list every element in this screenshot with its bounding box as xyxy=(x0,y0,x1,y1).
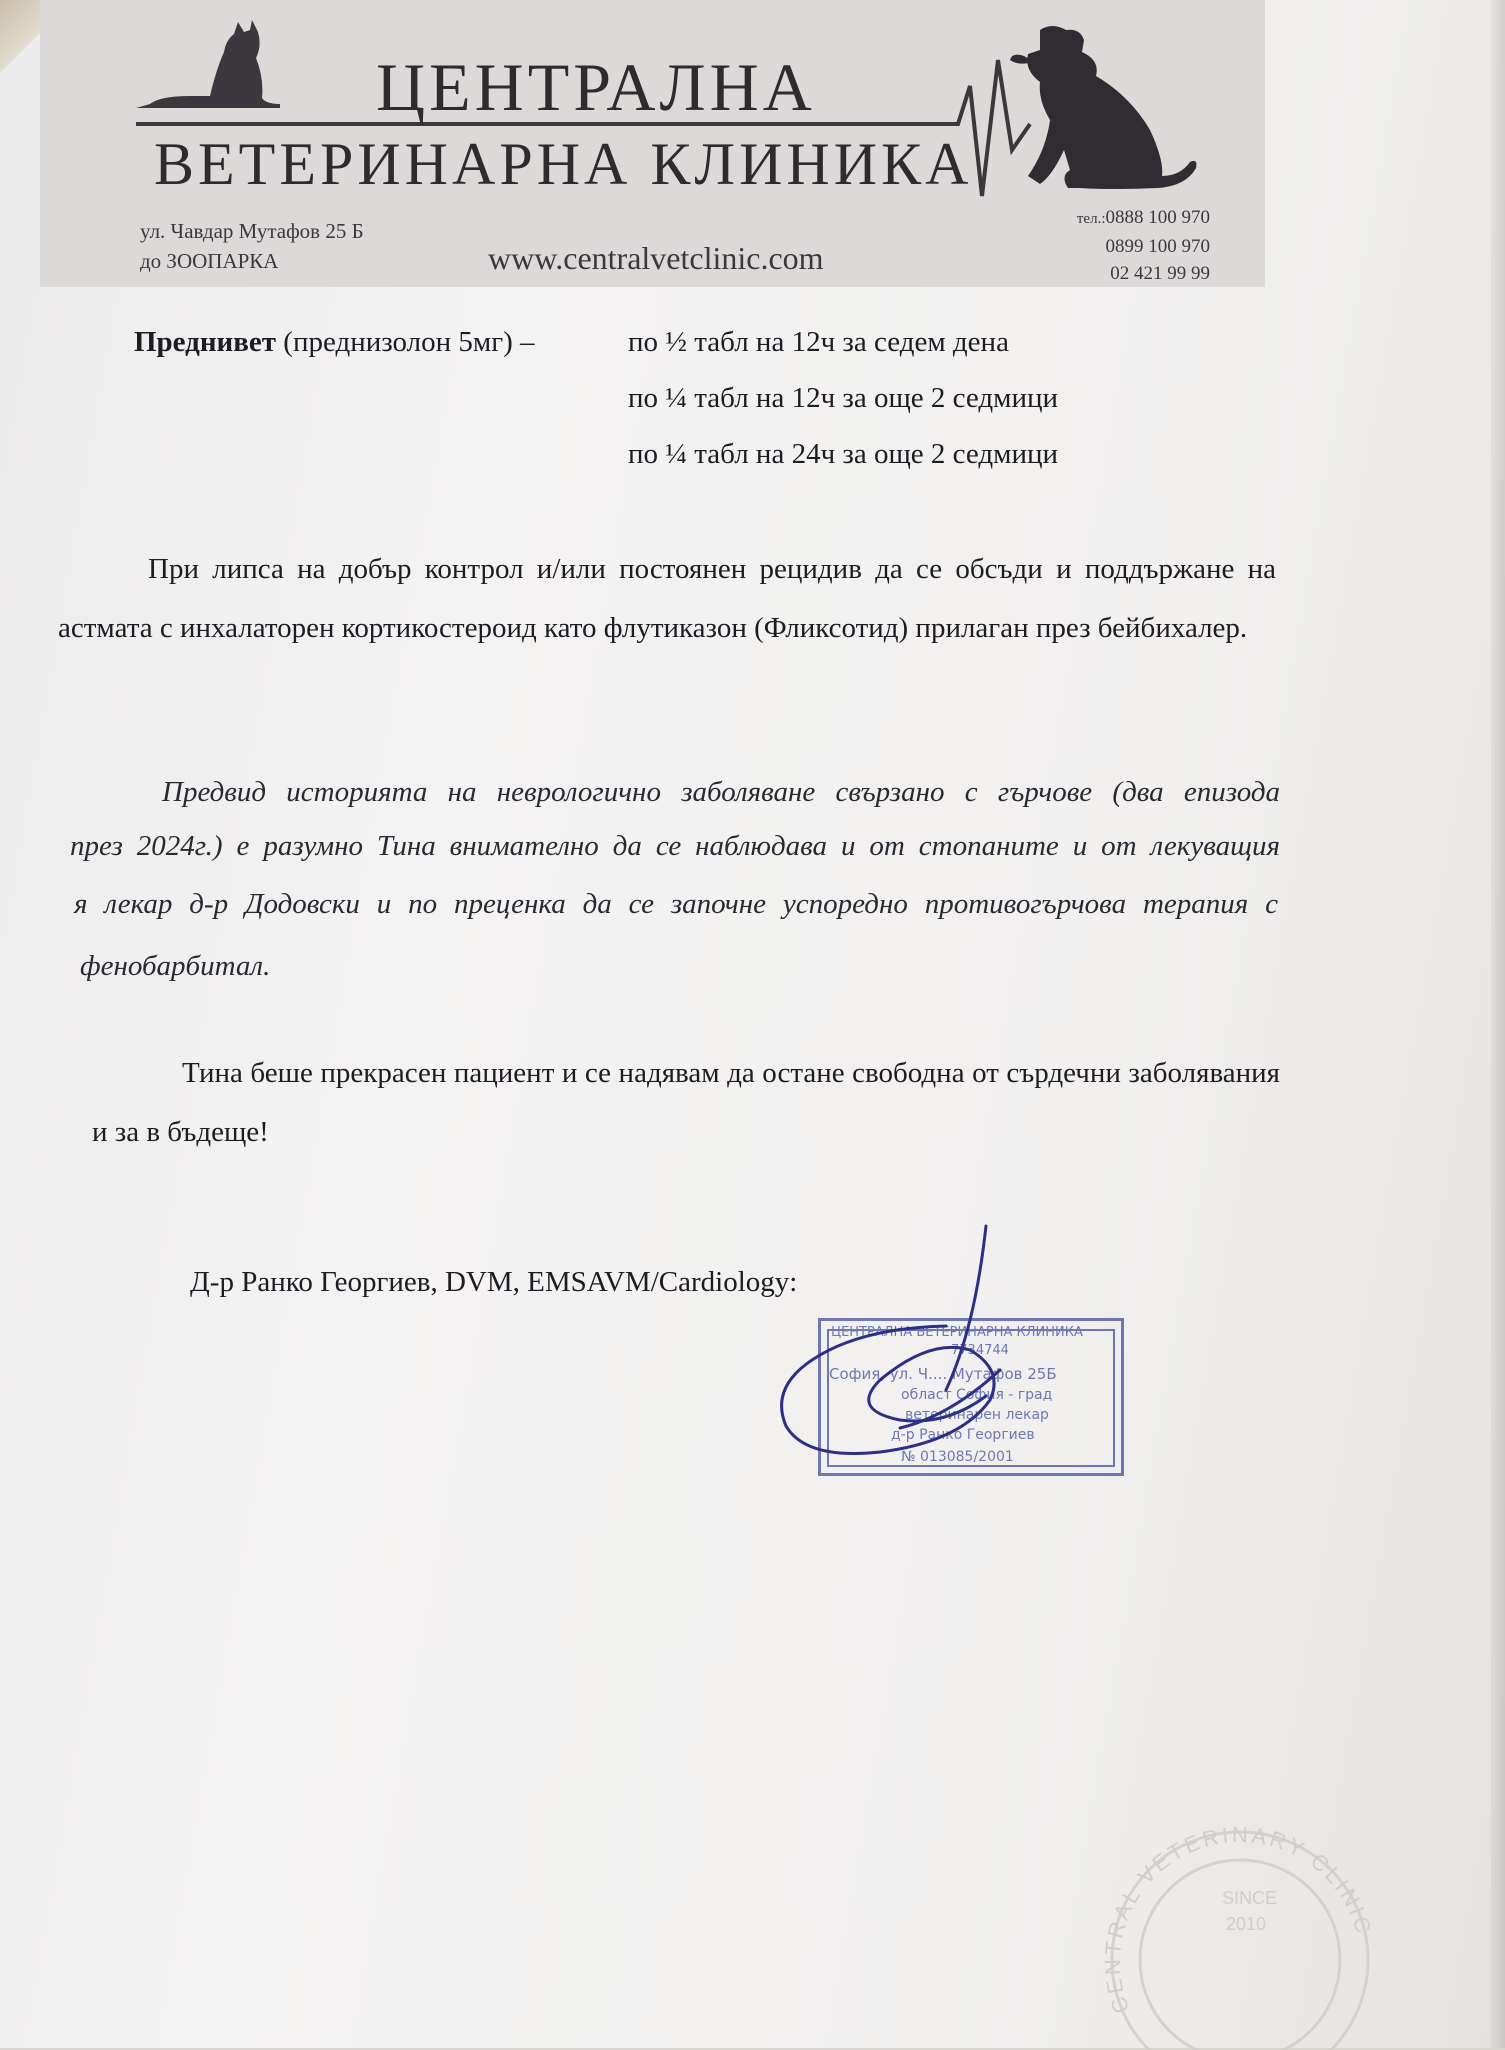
neuro-paragraph-line1: Предвид историята на неврологично заболяване свързано с гърчове (два епизода xyxy=(162,776,1280,808)
embossed-seal xyxy=(1090,1790,1390,2050)
prescription-drug xyxy=(134,326,535,359)
clinic-address xyxy=(140,216,364,276)
clinic-name-line1: ЦЕНТРАЛНА xyxy=(376,49,816,125)
closing-paragraph: Тина беше прекрасен пациент и се надявам да остане свободна от сърдечни заболявания и за в бъдеще! xyxy=(92,1057,1280,1148)
clinic-stamp xyxy=(818,1318,1124,1476)
dose-line-1: по ½ табл на 12ч за седем дена xyxy=(628,326,1009,358)
address-street: ул. Чавдар Мутафов 25 Б xyxy=(140,219,364,243)
seal-since: SINCE xyxy=(1222,1888,1278,1908)
phone-1: 0888 100 970 xyxy=(1105,207,1210,228)
paper-corner xyxy=(0,0,40,80)
neuro-paragraph-line3: я лекар д-р Додовски и по преценка да се започне успоредно противогърчова терапия с xyxy=(74,888,1278,920)
phone-2: 0899 100 970 xyxy=(1105,236,1210,257)
stamp-line-7: № 013085/2001 xyxy=(901,1449,1014,1465)
doctor-signature-line: Д-р Ранко Георгиев, DVM, EMSAVM/Cardiology: xyxy=(190,1266,798,1298)
stamp-line-3: София, ул. Ч.... Мутафов 25Б xyxy=(829,1365,1057,1383)
stamp-line-4: област София - град xyxy=(901,1387,1053,1403)
clinic-name-line2: ВЕТЕРИНАРНА КЛИНИКА xyxy=(154,131,973,197)
stamp-line-5: ветеринарен лекар xyxy=(905,1407,1049,1423)
dog-silhouette-icon xyxy=(1010,26,1196,189)
clinic-website: www.centralvetclinic.com xyxy=(488,240,824,276)
phone-label: тел.: xyxy=(1076,211,1106,227)
cat-silhouette-icon xyxy=(136,20,280,108)
clinic-phones xyxy=(1000,204,1210,287)
drug-name: Преднивет xyxy=(134,326,277,358)
address-landmark: до ЗООПАРКА xyxy=(140,249,279,273)
dose-line-3: по ¼ табл на 24ч за още 2 седмици xyxy=(628,438,1059,470)
neuro-paragraph-line2: през 2024г.) е разумно Тина внимателно да се наблюдава и от стопаните и от лекуващия xyxy=(70,830,1280,862)
dose-line-2: по ¼ табл на 12ч за още 2 седмици xyxy=(628,382,1059,414)
letterhead xyxy=(40,0,1265,287)
phone-3: 02 421 99 99 xyxy=(1110,263,1210,284)
stamp-line-2: 7734744 xyxy=(951,1343,1009,1358)
seal-arc-text: CENTRAL VETERINARY CLINIC xyxy=(1099,1821,1377,2017)
stamp-line-6: д-р Ранко Георгиев xyxy=(891,1427,1035,1443)
drug-detail: (преднизолон 5мг) – xyxy=(276,326,535,358)
stamp-line-1: ЦЕНТРАЛНА ВЕТЕРИНАРНА КЛИНИКА xyxy=(831,1325,1083,1340)
seal-year: 2010 xyxy=(1226,1914,1267,1934)
asthma-paragraph: При липса на добър контрол и/или постоянен рецидив да се обсъди и поддържане на астмата с инхалаторен кортикостероид като флутиказон (Фликсотид) прилаган през бейбихалер. xyxy=(58,553,1276,644)
neuro-paragraph-line4: фенобарбитал. xyxy=(80,950,271,982)
paper-edge-shadow xyxy=(1491,0,1505,2048)
